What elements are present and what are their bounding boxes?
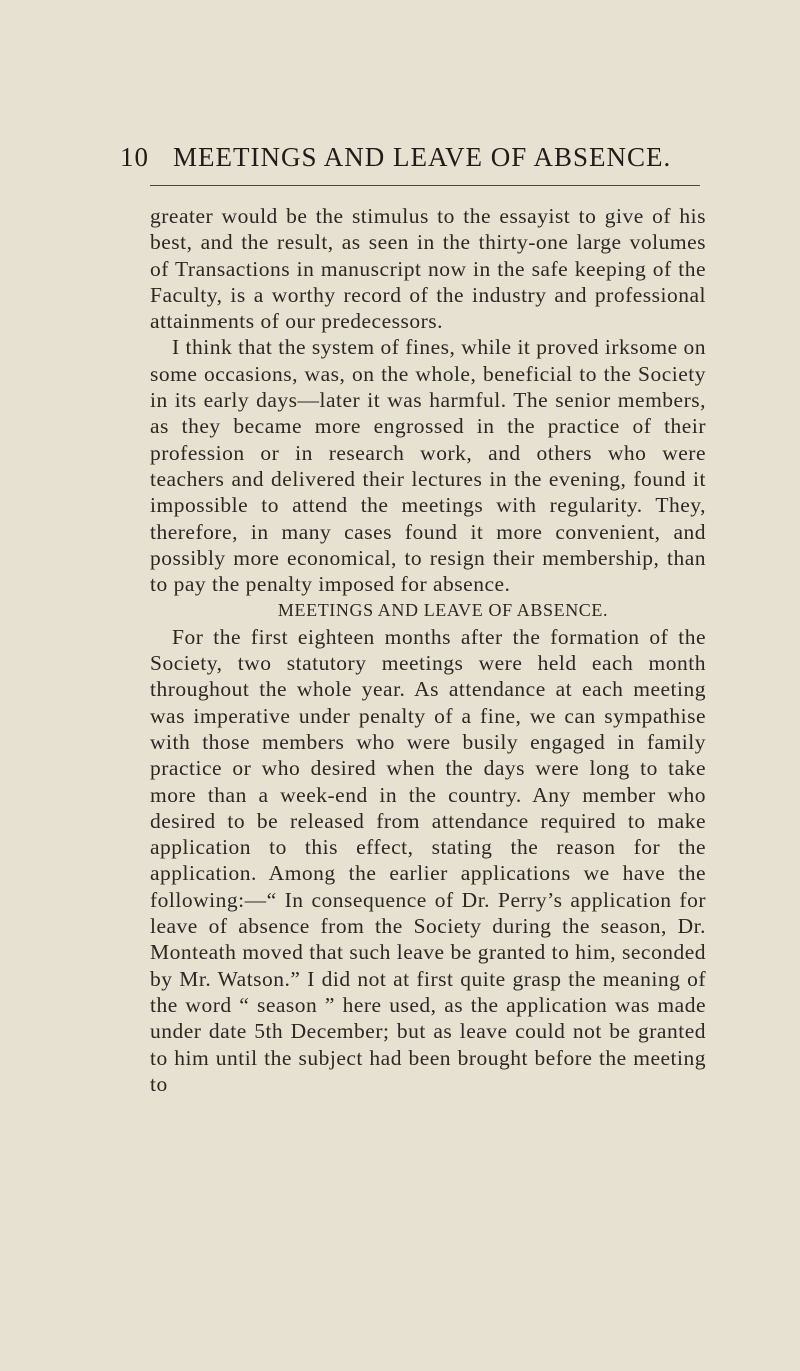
running-title: MEETINGS AND LEAVE OF ABSENCE. xyxy=(173,142,672,172)
paragraph: I think that the system of fines, while it proved irksome on some occasions, was, on the whole, beneficial to the Society in its early days—later it was harmful. The senior members, as they became more engrossed in the practice of their profession or in research work, and others who were teachers and delivered their lectures in the evening, found it impossible to attend the meetings with regularity. They, therefore, in many cases found it more convenient, and possibly more economical, to resign their membership, than to pay the penalty imposed for absence. xyxy=(150,335,706,597)
paragraph: For the first eighteen months after the formation of the Society, two statutory meetings were held each month throughout the whole year. As attendance at each meeting was imperative under penalty of a fine, we can sympathise with those members who were busily engaged in family practice or who desired when the days were long to take more than a week-end in the country. Any member who desired to be released from attendance required to make application to this effect, stating the reason for the application. Among the earlier applications we have the following:—“ In consequence of Dr. Perry’s application for leave of absence from the Society during the season, Dr. Monteath moved that such leave be granted to him, seconded by Mr. Watson.” I did not at first quite grasp the meaning of the word “ season ” here used, as the application was made under date 5th December; but as leave could not be granted to him until the subject had been brought before the meeting to xyxy=(150,624,706,1096)
body-text xyxy=(150,203,706,1097)
header-rule xyxy=(150,185,700,186)
page-number: 10 xyxy=(120,142,149,172)
section-heading: MEETINGS AND LEAVE OF ABSENCE. xyxy=(277,600,609,621)
running-head xyxy=(120,142,671,173)
paragraph: greater would be the stimulus to the essayist to give of his best, and the result, as seen in the thirty-one large volumes of Transactions in manuscript now in the safe keeping of the Faculty, is a worthy record of the industry and professional attainments of our predecessors. xyxy=(150,204,706,334)
